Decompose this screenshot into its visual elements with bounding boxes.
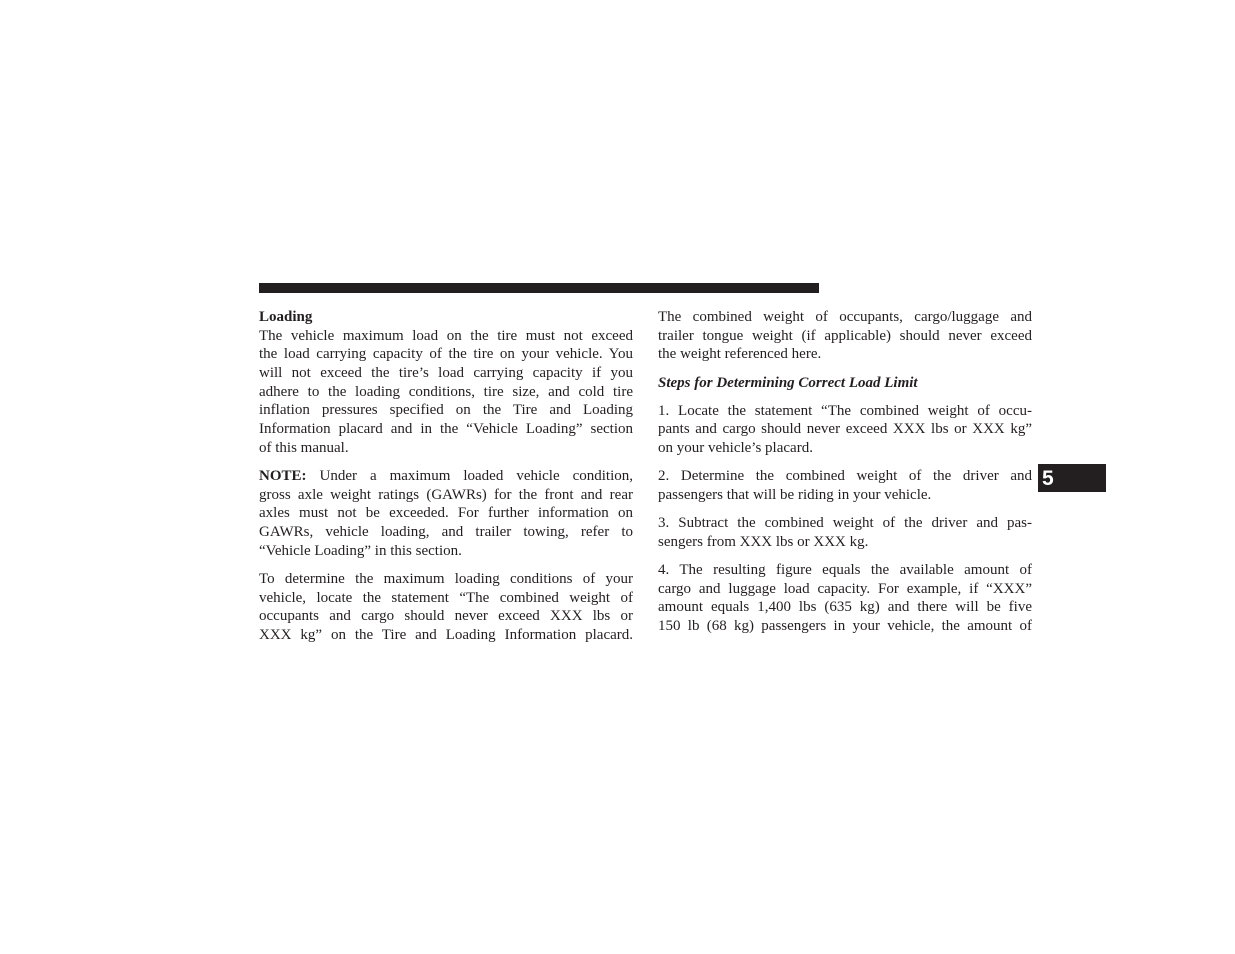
text-line: the load carrying capacity of the tire on your vehicle. You bbox=[259, 346, 633, 363]
right-column bbox=[658, 308, 1032, 645]
text-line: gross axle weight ratings (GAWRs) for the front and rear bbox=[259, 486, 633, 503]
text-line: adhere to the loading conditions, tire size, and cold tire bbox=[259, 383, 633, 400]
paragraph bbox=[259, 570, 633, 645]
note-paragraph bbox=[259, 467, 633, 560]
text-line: of this manual. bbox=[259, 439, 349, 456]
text-line: The vehicle maximum load on the tire must not exceed bbox=[259, 327, 633, 344]
text-line: trailer tongue weight (if applicable) should never exceed bbox=[658, 327, 1032, 344]
text-line: amount equals 1,400 lbs (635 kg) and there will be five bbox=[658, 599, 1032, 616]
text-line: The combined weight of occupants, cargo/luggage and bbox=[658, 309, 1032, 325]
step-3 bbox=[658, 514, 1032, 551]
text-line: pants and cargo should never exceed XXX lbs or XXX kg” bbox=[658, 421, 1032, 438]
text-line: “Vehicle Loading” in this section. bbox=[259, 542, 462, 559]
text-line: sengers from XXX lbs or XXX kg. bbox=[658, 533, 869, 550]
text-line: inflation pressures specified on the Tire and Loading bbox=[259, 402, 633, 419]
left-column bbox=[259, 308, 633, 654]
text-line: axles must not be exceeded. For further information on bbox=[259, 505, 633, 522]
text-line: passengers that will be riding in your vehicle. bbox=[658, 487, 932, 503]
note-text: Under a maximum loaded vehicle condition, bbox=[306, 468, 633, 484]
note-label: NOTE: bbox=[259, 468, 307, 484]
header-rule bbox=[259, 283, 819, 293]
text-line: To determine the maximum loading conditions of your bbox=[259, 570, 633, 587]
text-line: the weight referenced here. bbox=[658, 346, 822, 363]
text-line: 4. The resulting figure equals the available amount of bbox=[658, 562, 1032, 579]
text-line: 150 lb (68 kg) passengers in your vehicle, the amount of bbox=[658, 618, 1032, 635]
text-line: GAWRs, vehicle loading, and trailer towing, refer to bbox=[259, 524, 633, 541]
subheading-paragraph bbox=[658, 374, 1032, 393]
paragraph bbox=[658, 308, 1032, 364]
section-heading: Loading bbox=[259, 309, 313, 325]
text-line: 2. Determine the combined weight of the driver and bbox=[658, 468, 1032, 485]
text-line: 1. Locate the statement “The combined weight of occu- bbox=[658, 402, 1032, 419]
text-line: XXX kg” on the Tire and Loading Information placard. bbox=[259, 627, 633, 643]
text-line: Information placard and in the “Vehicle Loading” section bbox=[259, 421, 633, 438]
text-line: cargo and luggage load capacity. For example, if “XXX” bbox=[658, 580, 1032, 597]
text-line bbox=[259, 467, 633, 486]
subheading: Steps for Determining Correct Load Limit bbox=[658, 374, 918, 391]
text-line: occupants and cargo should never exceed XXX lbs or bbox=[259, 608, 633, 625]
text-line: will not exceed the tire’s load carrying capacity if you bbox=[259, 365, 633, 382]
step-4 bbox=[658, 561, 1032, 636]
step-1 bbox=[658, 402, 1032, 458]
loading-section bbox=[259, 308, 633, 458]
text-line: on your vehicle’s placard. bbox=[658, 440, 813, 457]
text-line: 3. Subtract the combined weight of the driver and pas- bbox=[658, 515, 1032, 532]
section-tab: 5 bbox=[1038, 464, 1106, 492]
step-2 bbox=[658, 467, 1032, 504]
text-line: vehicle, locate the statement “The combined weight of bbox=[259, 589, 633, 606]
